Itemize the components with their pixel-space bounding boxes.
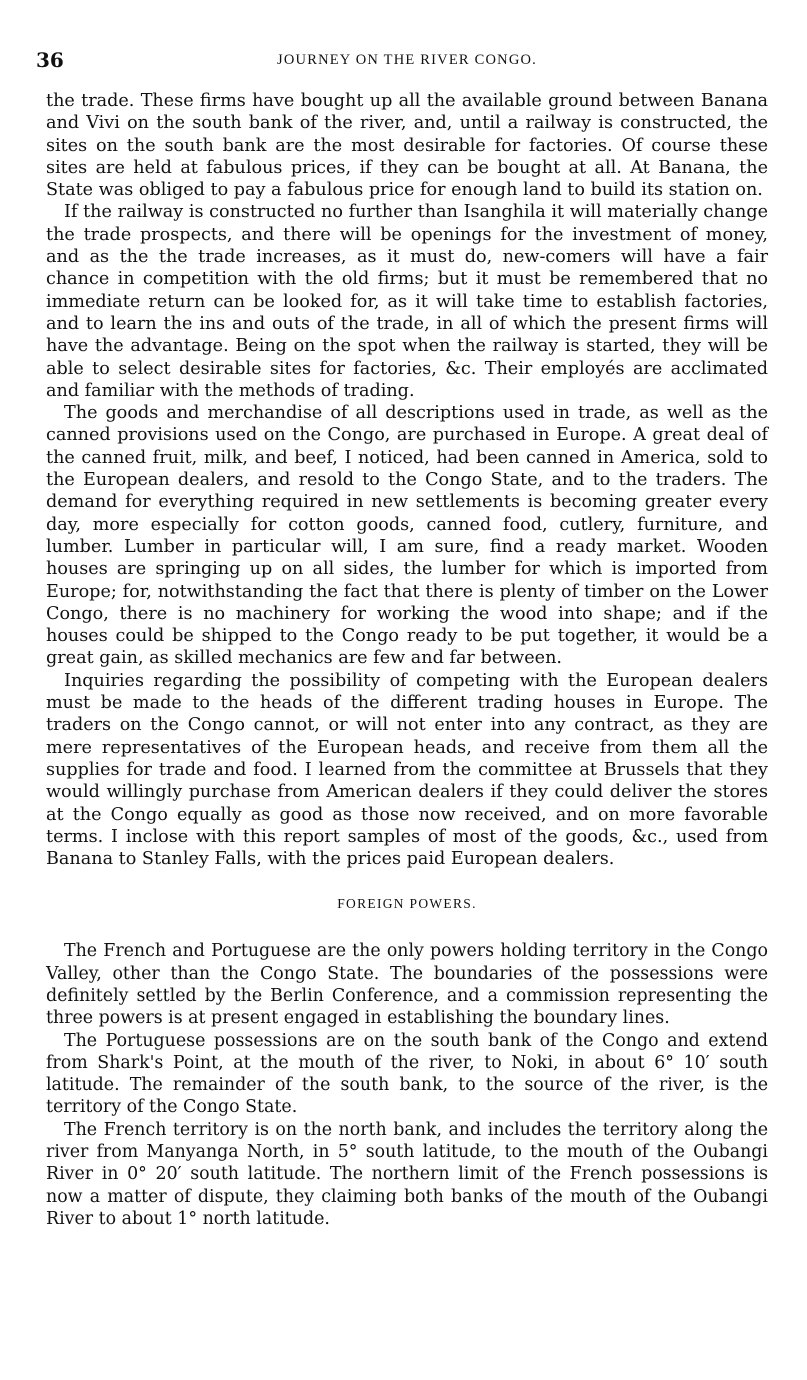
paragraph-inquiries: Inquiries regarding the possibility of competing with the European dealers must be made to the heads of the different trading houses in Europe. The traders on the Congo cannot, or will not enter into any contract, as they are mere representatives of the European heads, and receive from them all the supplies for trade and food. I learned from the committee at Brussels that they would willingly purchase from American dealers if they could deliver the stores at the Congo equally as good as those now received, and on more favorable terms. I inclose with this report samples of most of the goods, &c., used from Banana to Stanley Falls, with the prices paid European dealers.: [46, 670, 768, 870]
paragraph-trade-continued: the trade. These firms have bought up all the available ground between Banana and Vivi on the south bank of the river, and, until a railway is constructed, the sites on the south bank are the most desirable for factories. Of course these sites are held at fabulous prices, if they can be bought at all. At Banana, the State was obliged to pay a fabulous price for enough land to build its station on.: [46, 91, 768, 201]
running-title: JOURNEY ON THE RIVER CONGO.: [277, 52, 537, 68]
paragraph-portuguese-possessions: The Portuguese possessions are on the south bank of the Congo and extend from Shark's Point, at the mouth of the river, to Noki, in about 6° 10′ south latitude. The remainder of the south bank, to the source of the river, is the territory of the Congo State.: [46, 1030, 768, 1118]
section-heading: FOREIGN POWERS.: [337, 896, 477, 912]
paragraph-goods: The goods and merchandise of all descriptions used in trade, as well as the canned provisions used on the Congo, are purchased in Europe. A great deal of the canned fruit, milk, and beef, I noticed, had been canned in America, sold to the European dealers, and resold to the Congo State, and to the traders. The demand for everything required in new settlements is becoming greater every day, more especially for cotton goods, canned food, cutlery, furniture, and lumber. Lumber in particular will, I am sure, find a ready market. Wooden houses are springing up on all sides, the lumber for which is imported from Europe; for, notwithstanding the fact that there is plenty of timber on the Lower Congo, there is no machinery for working the wood into shape; and if the houses could be shipped to the Congo ready to be put together, it would be a great gain, as skilled mechanics are few and far between.: [46, 403, 768, 669]
running-head: [36, 48, 768, 74]
foreign-powers-section: [46, 940, 768, 1230]
book-page: [36, 48, 768, 1230]
paragraph-french-territory: The French territory is on the north bank, and includes the territory along the river from Manyanga North, in 5° south latitude, to the mouth of the Oubangi River in 0° 20′ south latitude. The northern limit of the French possessions is now a matter of dispute, they claiming both banks of the mouth of the Oubangi River to about 1° north latitude.: [46, 1119, 768, 1229]
page-number: 36: [36, 48, 64, 72]
paragraph-french-portuguese: The French and Portuguese are the only powers holding territory in the Congo Valley, other than the Congo State. The boundaries of the possessions were definitely settled by the Berlin Conference, and a commission representing the three powers is at present engaged in establishing the boundary lines.: [46, 941, 768, 1029]
paragraph-railway: If the railway is constructed no further than Isanghila it will materially change the trade prospects, and there will be openings for the investment of money, and as the the trade increases, as it must do, new-comers will have a fair chance in competition with the old firms; but it must be remembered that no immediate return can be looked for, as it will take time to establish factories, and to learn the ins and outs of the trade, in all of which the present firms will have the advantage. Being on the spot when the railway is started, they will be able to select desirable sites for factories, &c. Their employés are acclimated and familiar with the methods of trading.: [46, 202, 768, 401]
trade-section: [46, 90, 768, 870]
